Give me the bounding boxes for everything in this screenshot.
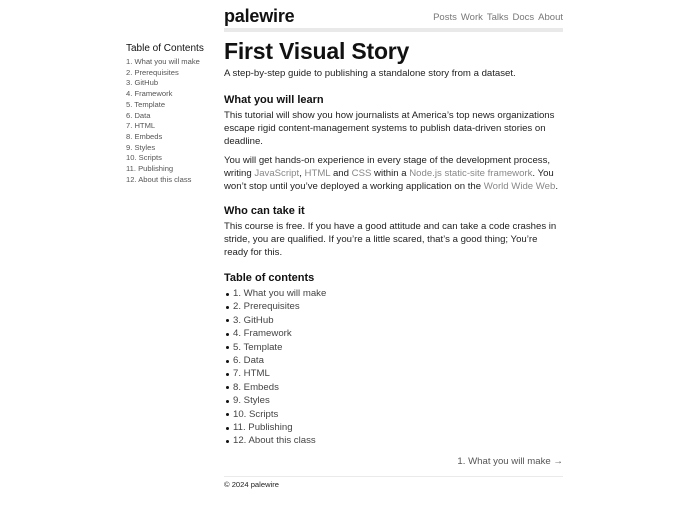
sidebar-item-scripts[interactable]: 10. Scripts — [126, 153, 162, 163]
footer-divider — [224, 476, 563, 477]
next-page-link[interactable]: 1. What you will make → — [457, 456, 563, 467]
page-lede: A step-by-step guide to publishing a standalone story from a dataset. — [224, 68, 516, 79]
nav-docs[interactable]: Docs — [512, 12, 535, 23]
section-heading-learn: What you will learn — [224, 94, 324, 106]
toc-item-scripts[interactable]: 10. Scripts — [224, 408, 563, 421]
link-html[interactable]: HTML — [304, 168, 331, 179]
next-page-nav — [224, 455, 563, 468]
nav-about[interactable]: About — [538, 12, 563, 23]
sidebar-list — [126, 57, 221, 185]
toc-list — [224, 287, 563, 448]
sidebar-item-prerequisites[interactable]: 2. Prerequisites — [126, 67, 179, 77]
nav-talks[interactable]: Talks — [486, 12, 509, 23]
link-nodejs-framework[interactable]: Node.js static-site framework — [409, 168, 533, 179]
sidebar-item-embeds[interactable]: 8. Embeds — [126, 131, 163, 141]
sidebar-title: Table of Contents — [126, 43, 204, 54]
sidebar-item-about-this-class[interactable]: 12. About this class — [126, 174, 192, 184]
text: . — [555, 181, 559, 192]
sidebar-item-data[interactable]: 6. Data — [126, 110, 151, 120]
learn-paragraph-2 — [224, 154, 563, 193]
toc-item-html[interactable]: 7. HTML — [224, 367, 563, 380]
main-content — [224, 38, 563, 448]
sidebar-item-publishing[interactable]: 11. Publishing — [126, 164, 174, 174]
sidebar-item-framework[interactable]: 4. Framework — [126, 89, 173, 99]
who-paragraph: This course is free. If you have a good attitude and can take a code crashes in stride, you are qualified. If you’re a little scared, that’s a good thing; You’re ready for this. — [224, 221, 557, 258]
sidebar-item-styles[interactable]: 9. Styles — [126, 142, 156, 152]
text: within a — [371, 168, 410, 179]
toc-item-about-this-class[interactable]: 12. About this class — [224, 434, 563, 447]
learn-paragraph-1: This tutorial will show you how journalists at America’s top news organizations escape rigid content-management systems to publish data-driven stories on deadline. — [224, 110, 555, 147]
site-header — [224, 4, 563, 32]
link-css[interactable]: CSS — [351, 168, 372, 179]
sidebar-item-template[interactable]: 5. Template — [126, 99, 166, 109]
toc-item-data[interactable]: 6. Data — [224, 354, 563, 367]
site-logo[interactable]: palewire — [224, 6, 295, 26]
header-divider — [224, 28, 563, 32]
toc-item-publishing[interactable]: 11. Publishing — [224, 421, 563, 434]
link-javascript[interactable]: JavaScript — [254, 168, 300, 179]
footer-copyright: © 2024 palewire — [224, 480, 279, 489]
section-heading-who: Who can take it — [224, 205, 305, 217]
link-world-wide-web[interactable]: World Wide Web — [483, 181, 556, 192]
nav-work[interactable]: Work — [460, 12, 483, 23]
text: You will get hands-on experience in every stage of the development process, writing — [224, 155, 551, 179]
page-title: First Visual Story — [224, 38, 410, 64]
toc-item-github[interactable]: 3. GitHub — [224, 314, 563, 327]
sidebar-toc — [126, 42, 221, 185]
sidebar-item-github[interactable]: 3. GitHub — [126, 78, 159, 88]
sidebar-item-html[interactable]: 7. HTML — [126, 121, 156, 131]
toc-item-embeds[interactable]: 8. Embeds — [224, 381, 563, 394]
toc-item-prerequisites[interactable]: 2. Prerequisites — [224, 300, 563, 313]
nav-posts[interactable]: Posts — [433, 12, 457, 23]
toc-item-styles[interactable]: 9. Styles — [224, 394, 563, 407]
toc-item-framework[interactable]: 4. Framework — [224, 327, 563, 340]
section-heading-toc: Table of contents — [224, 272, 315, 284]
toc-item-what-you-will-make[interactable]: 1. What you will make — [224, 287, 563, 300]
toc-item-template[interactable]: 5. Template — [224, 341, 563, 354]
top-nav — [433, 12, 563, 24]
text: . You won’t stop until you’ve deployed a working application on the — [224, 168, 554, 192]
sidebar-item-what-you-will-make[interactable]: 1. What you will make — [126, 57, 200, 66]
text: and — [330, 168, 352, 179]
text: , — [299, 168, 305, 179]
